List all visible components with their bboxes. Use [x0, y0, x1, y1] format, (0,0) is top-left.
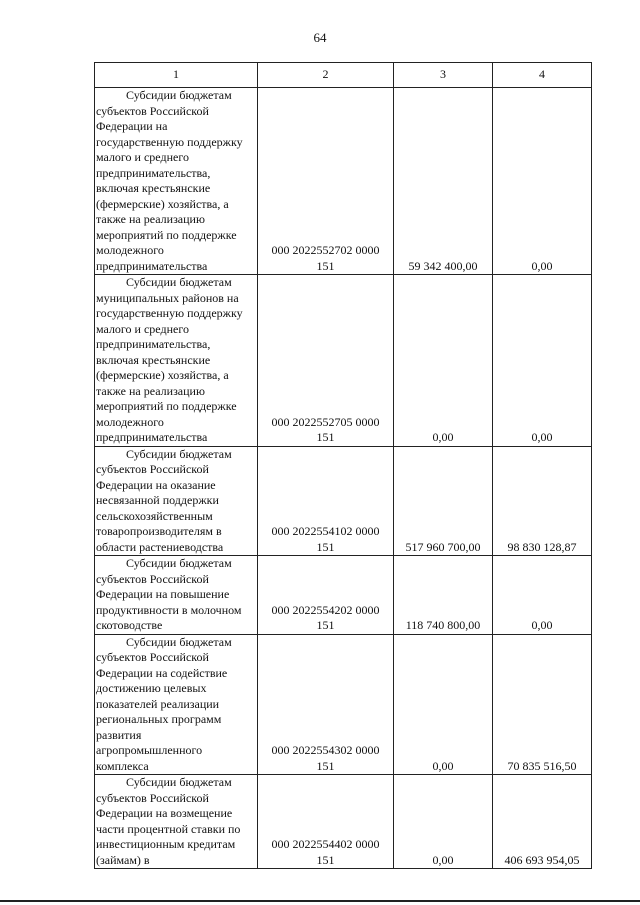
row-name-line: муниципальных районов на — [96, 290, 239, 305]
row-name-line: (фермерские) хозяйства, а — [96, 368, 229, 382]
row-amount-col4: 0,00 — [493, 275, 592, 447]
row-name-line: предпринимательства — [96, 430, 208, 444]
row-name-cell — [95, 275, 258, 447]
row-amount-col3: 0,00 — [394, 275, 493, 447]
row-code-cell — [258, 556, 394, 635]
row-name-line: продуктивности в молочном — [96, 602, 242, 617]
table-row — [95, 775, 592, 869]
row-name-line: субъектов Российской — [96, 790, 209, 805]
row-name-line: субъектов Российской — [96, 103, 209, 118]
row-name-cell — [95, 88, 258, 275]
row-amount-col3: 59 342 400,00 — [394, 88, 493, 275]
row-code-line: 000 2022554402 0000 — [271, 837, 380, 851]
row-code-line: 151 — [316, 258, 335, 273]
row-code-line: 000 2022554202 0000 — [271, 602, 380, 617]
row-name-first-line: Субсидии бюджетам — [126, 775, 232, 789]
row-name-line: субъектов Российской — [96, 571, 209, 586]
row-name-line: несвязанной поддержки — [96, 493, 219, 507]
row-code-line: 151 — [316, 430, 335, 444]
row-code-cell — [258, 775, 394, 869]
row-name-line: товаропроизводителям в — [96, 524, 222, 538]
row-name-cell — [95, 446, 258, 556]
row-code-line: 000 2022554302 0000 — [271, 743, 380, 757]
table-row — [95, 88, 592, 275]
table-row — [95, 446, 592, 556]
row-name-line: молодежного — [96, 414, 164, 429]
row-code-line: 151 — [316, 539, 335, 554]
row-name-line: инвестиционным кредитам — [96, 837, 236, 851]
row-name-line: области растениеводства — [96, 539, 224, 554]
row-name-line: Федерации на возмещение — [96, 806, 233, 820]
row-name-first-line: Субсидии бюджетам — [126, 634, 232, 649]
row-name-line: мероприятий по поддержке — [96, 399, 237, 413]
row-name-line: предпринимательства, — [96, 165, 211, 180]
row-name-line: малого и среднего — [96, 150, 189, 164]
row-name-line: Федерации на содействие — [96, 665, 228, 680]
row-amount-col4: 0,00 — [493, 88, 592, 275]
column-header-3: 3 — [394, 63, 493, 88]
row-code-line: 000 2022554102 0000 — [271, 524, 380, 538]
row-name-line: мероприятий по поддержке — [96, 227, 237, 242]
column-header-2: 2 — [258, 63, 394, 88]
row-name-cell — [95, 775, 258, 869]
row-name-line: малого и среднего — [96, 321, 189, 336]
page-bottom-rule — [0, 900, 640, 902]
row-name-line: (фермерские) хозяйства, а — [96, 196, 229, 211]
row-amount-col4: 70 835 516,50 — [493, 634, 592, 775]
row-name-first-line: Субсидии бюджетам — [126, 556, 232, 570]
row-code-cell — [258, 88, 394, 275]
table-row — [95, 275, 592, 447]
row-name-line: предпринимательства — [96, 258, 208, 273]
row-amount-col4: 98 830 128,87 — [493, 446, 592, 556]
row-code-cell — [258, 634, 394, 775]
row-code-cell — [258, 446, 394, 556]
row-amount-col3: 0,00 — [394, 775, 493, 869]
row-name-line: Федерации на повышение — [96, 587, 230, 601]
row-name-line: предпринимательства, — [96, 337, 211, 351]
row-name-line: субъектов Российской — [96, 462, 209, 476]
row-name-line: сельскохозяйственным — [96, 508, 213, 523]
table-header-row — [95, 63, 592, 88]
row-name-line: скотоводстве — [96, 618, 163, 632]
row-name-line: региональных программ — [96, 712, 222, 726]
row-name-line: государственную поддержку — [96, 306, 243, 320]
row-name-first-line: Субсидии бюджетам — [126, 446, 232, 461]
row-name-line: достижению целевых — [96, 681, 207, 695]
row-amount-col4: 406 693 954,05 — [493, 775, 592, 869]
row-name-line: молодежного — [96, 243, 164, 257]
row-name-first-line: Субсидии бюджетам — [126, 275, 232, 289]
row-name-line: комплекса — [96, 758, 149, 773]
table-row — [95, 634, 592, 775]
table-row — [95, 556, 592, 635]
row-name-line: Федерации на — [96, 119, 168, 133]
row-amount-col3: 118 740 800,00 — [394, 556, 493, 635]
page-number: 64 — [313, 30, 327, 45]
row-name-line: включая крестьянские — [96, 181, 211, 195]
row-code-line: 000 2022552705 0000 — [271, 414, 380, 429]
row-name-line: также на реализацию — [96, 383, 205, 398]
column-header-4: 4 — [493, 63, 592, 88]
row-code-line: 151 — [316, 852, 335, 867]
row-name-line: включая крестьянские — [96, 352, 211, 367]
row-amount-col3: 0,00 — [394, 634, 493, 775]
budget-table — [94, 62, 592, 869]
row-code-line: 151 — [316, 758, 335, 773]
row-amount-col3: 517 960 700,00 — [394, 446, 493, 556]
row-name-line: показателей реализации — [96, 696, 220, 711]
row-name-line: также на реализацию — [96, 212, 205, 226]
row-amount-col4: 0,00 — [493, 556, 592, 635]
row-code-line: 151 — [316, 618, 335, 632]
row-name-line: агропромышленного — [96, 743, 203, 757]
row-name-line: субъектов Российской — [96, 650, 209, 664]
row-code-line: 000 2022552702 0000 — [271, 243, 380, 257]
row-name-cell — [95, 556, 258, 635]
row-code-cell — [258, 275, 394, 447]
row-name-line: Федерации на оказание — [96, 477, 216, 492]
row-name-first-line: Субсидии бюджетам — [126, 88, 232, 102]
row-name-line: развития — [96, 727, 142, 742]
row-name-line: (займам) в — [96, 852, 150, 867]
column-header-1: 1 — [95, 63, 258, 88]
row-name-line: части процентной ставки по — [96, 821, 241, 836]
row-name-line: государственную поддержку — [96, 134, 243, 149]
row-name-cell — [95, 634, 258, 775]
